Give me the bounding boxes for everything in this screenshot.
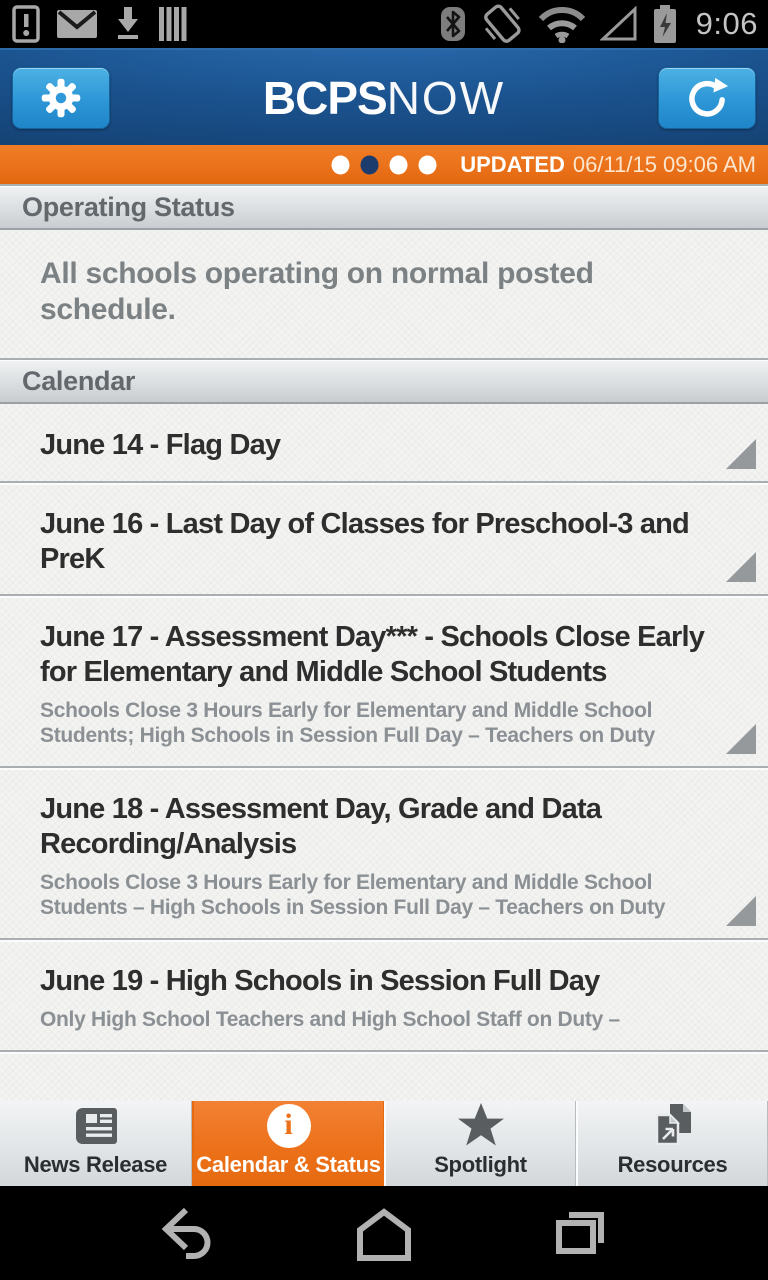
page-dot-3[interactable] [390, 155, 408, 174]
calendar-item-title: June 17 - Assessment Day*** - Schools Close Early for Elementary and Middle School Students [40, 621, 705, 689]
updated-label: UPDATED [460, 151, 565, 177]
calendar-item-subtitle: Only High School Teachers and High School Staff on Duty – [40, 1008, 620, 1032]
gear-icon [40, 77, 82, 119]
calendar-item-subtitle: Schools Close 3 Hours Early for Elementary and Middle School Students – High Schools in Session Full Day – Teachers on Duty [40, 870, 666, 920]
clock: 9:06 [695, 6, 758, 41]
tab-resources[interactable] [576, 1101, 768, 1186]
bluetooth-icon [440, 5, 466, 43]
tab-spotlight[interactable] [384, 1101, 576, 1186]
calendar-item-june-14[interactable] [0, 404, 768, 483]
bottom-tab-bar [0, 1101, 768, 1186]
calendar-item-title: June 16 - Last Day of Classes for Preschool-3 and PreK [40, 507, 689, 575]
status-bar-system [440, 3, 758, 45]
expand-corner-icon [726, 552, 756, 582]
newspaper-icon [72, 1104, 120, 1148]
section-header-calendar [0, 358, 768, 404]
signal-icon [600, 6, 638, 42]
calendar-item-june-16[interactable] [0, 483, 768, 597]
expand-corner-icon [726, 896, 756, 926]
main-content[interactable] [0, 184, 768, 1101]
update-bar [0, 145, 768, 184]
tab-label-spotlight: Spotlight [434, 1152, 527, 1177]
email-icon [56, 7, 98, 41]
app-title [263, 71, 505, 125]
updated-timestamp [460, 152, 756, 178]
operating-status-message-block [0, 230, 768, 358]
refresh-button[interactable] [658, 67, 756, 129]
calendar-item-title: June 14 - Flag Day [40, 429, 281, 461]
calendar-item-june-17[interactable] [0, 596, 768, 768]
recents-icon [545, 1205, 615, 1261]
section-header-operating-status [0, 184, 768, 230]
page-dot-1[interactable] [332, 155, 350, 174]
tab-label-news-release: News Release [23, 1152, 168, 1177]
tab-label-resources: Resources [617, 1152, 728, 1177]
info-icon: i [267, 1104, 311, 1148]
battery-charging-icon [652, 4, 678, 44]
calendar-item-june-19[interactable] [0, 940, 768, 1052]
app-title-bold: BCPS [262, 71, 387, 124]
calendar-item-title: June 18 - Assessment Day, Grade and Data Recording/Analysis [40, 793, 602, 861]
operating-status-message: All schools operating on normal posted schedule. [40, 257, 594, 326]
app-title-light: NOW [386, 71, 506, 124]
android-nav-bar [0, 1186, 768, 1280]
status-bar-notifications [10, 5, 188, 43]
operating-status-title: Operating Status [22, 191, 235, 222]
calendar-item-title: June 19 - High Schools in Session Full Day [40, 965, 600, 998]
android-status-bar [0, 0, 768, 48]
phone-alert-icon [10, 5, 42, 43]
download-icon [112, 6, 144, 42]
bars-icon [158, 6, 188, 42]
tab-news-release[interactable] [0, 1101, 192, 1186]
wifi-icon [538, 5, 586, 43]
home-icon [346, 1204, 422, 1262]
star-icon [456, 1102, 506, 1148]
page-dot-2-active[interactable] [361, 155, 379, 174]
resources-icon [650, 1102, 696, 1148]
recents-button[interactable] [520, 1198, 640, 1268]
home-button[interactable] [324, 1198, 444, 1268]
page-dot-4[interactable] [419, 155, 437, 174]
expand-corner-icon [726, 439, 756, 469]
settings-button[interactable] [12, 67, 110, 129]
calendar-item-june-18[interactable] [0, 768, 768, 940]
vibrate-icon [480, 3, 524, 45]
app-header [0, 48, 768, 145]
page-dots[interactable] [332, 155, 437, 174]
tab-calendar-status[interactable] [192, 1101, 384, 1186]
tab-label-calendar-status: Calendar & Status [196, 1152, 381, 1177]
calendar-title: Calendar [22, 365, 136, 396]
refresh-icon [685, 76, 729, 120]
expand-corner-icon [726, 724, 756, 754]
back-button[interactable] [128, 1198, 248, 1268]
updated-datetime: 06/11/15 09:06 AM [572, 151, 756, 177]
back-icon [150, 1202, 226, 1264]
calendar-item-subtitle: Schools Close 3 Hours Early for Elementary and Middle School Students; High Schools in Session Full Day – Teachers on Duty [40, 698, 655, 748]
